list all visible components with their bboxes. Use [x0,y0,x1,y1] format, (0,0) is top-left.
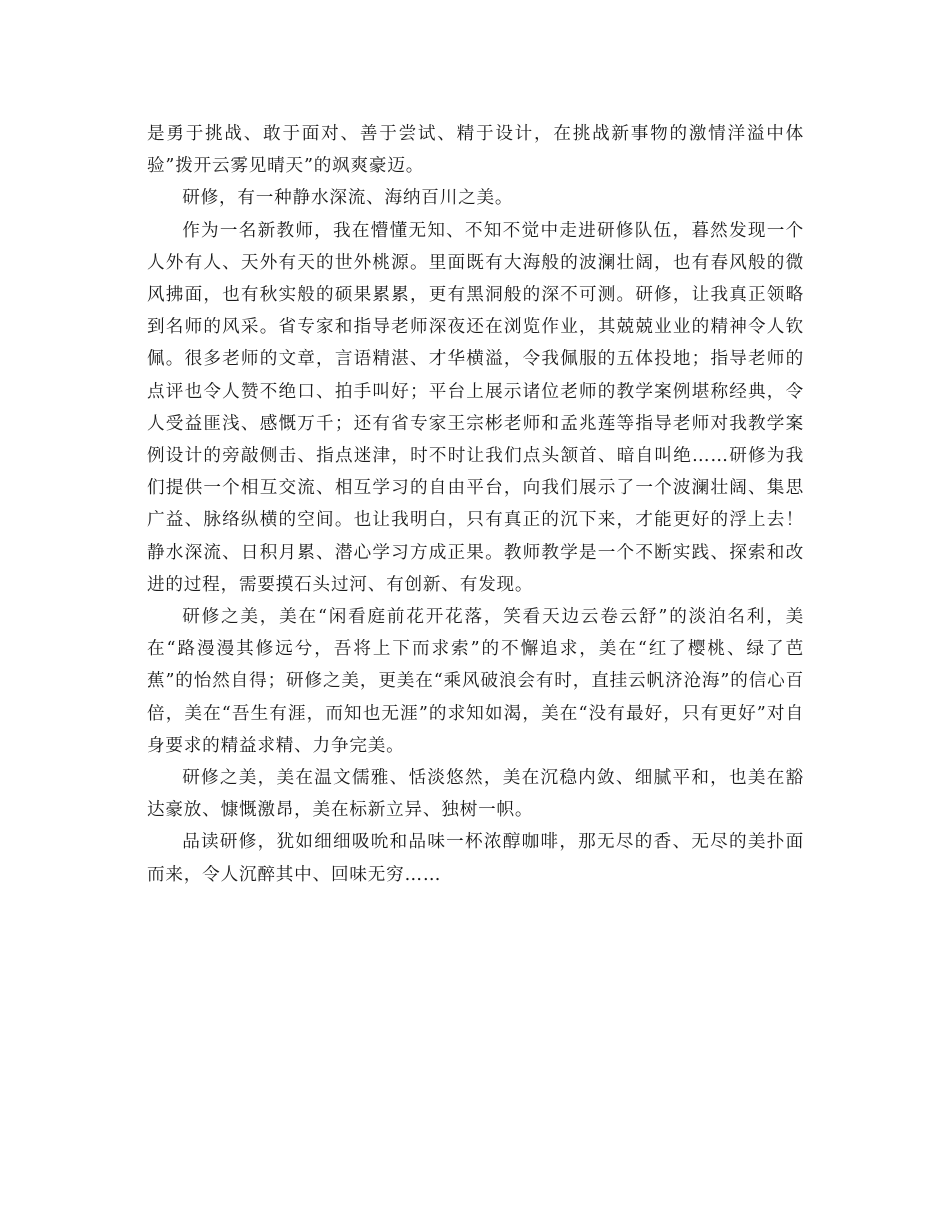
paragraph-new-teacher: 作为一名新教师，我在懵懂无知、不知不觉中走进研修队伍，暮然发现一个人外有人、天外有天的世外桃源。里面既有大海般的波澜壮阔，也有春风般的微风拂面，也有秋实般的硕果累累，更有黑洞般的深不可测。研修，让我真正领略到名师的风采。省专家和指导老师深夜还在浏览作业，其兢兢业业的精神令人钦佩。很多老师的文章，言语精湛、才华横溢，令我佩服的五体投地；指导老师的点评也令人赞不绝口、拍手叫好；平台上展示诸位老师的教学案例堪称经典，令人受益匪浅、感慨万千；还有省专家王宗彬老师和孟兆莲等指导老师对我教学案例设计的旁敲侧击、指点迷津，时不时让我们点头颔首、暗自叫绝……研修为我们提供一个相互交流、相互学习的自由平台，向我们展示了一个波澜壮阔、集思广益、脉络纵横的空间。也让我明白，只有真正的沉下来，才能更好的浮上去！静水深流、日积月累、潜心学习方成正果。教师教学是一个不断实践、探索和改进的过程，需要摸石头过河、有创新、有发现。 [147,220,804,595]
paragraph-continuation: 是勇于挑战、敢于面对、善于尝试、精于设计，在挑战新事物的激情洋溢中体验”拨开云雾见晴天”的飒爽豪迈。 [147,124,804,177]
document-page [147,118,804,891]
paragraph-closing: 品读研修，犹如细细吸吮和品味一杯浓醇咖啡，那无尽的香、无尽的美扑面而来，令人沉醉其中、回味无穷…… [147,832,804,885]
paragraph-heading-statement: 研修，有一种静水深流、海纳百川之美。 [182,188,514,209]
paragraph-beauty-qualities: 研修之美，美在温文儒雅、恬淡悠然，美在沉稳内敛、细腻平和，也美在豁达豪放、慷慨激昂，美在标新立异、独树一帜。 [147,768,804,821]
paragraph-beauty-of-training: 研修之美，美在“闲看庭前花开花落，笑看天边云卷云舒”的淡泊名利，美在“路漫漫其修远兮，吾将上下而求索”的不懈追求，美在“红了樱桃、绿了芭蕉”的怡然自得；研修之美，更美在“乘风破浪会有时，直挂云帆济沧海”的信心百倍，美在“吾生有涯，而知也无涯”的求知如渴，美在“没有最好，只有更好”对自身要求的精益求精、力争完美。 [147,607,804,756]
